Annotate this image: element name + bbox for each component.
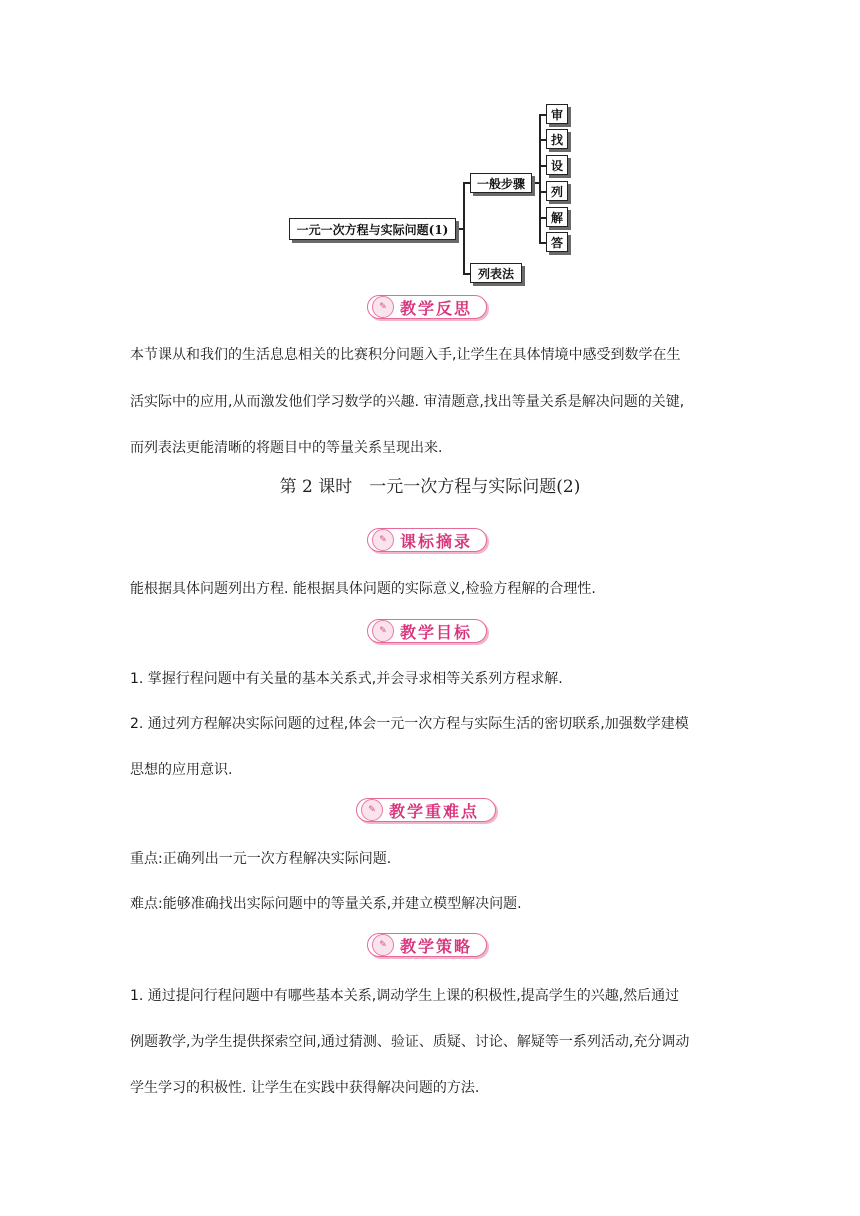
section-title: 教学策略 [400,936,473,956]
book-icon: ✎ [361,799,383,821]
step-node: 审 [546,104,568,124]
paragraph-line: 而列表法更能清晰的将题目中的等量关系呈现出来. [130,440,443,456]
step-node: 设 [546,155,568,175]
section-title: 教学重难点 [389,801,480,821]
connector-step-6 [539,242,546,244]
section-badge-strategy [367,933,487,957]
paragraph-line: 2. 通过列方程解决实际问题的过程,体会一元一次方程与实际生活的密切联系,加强数学建模 [130,716,689,732]
root-node: 一元一次方程与实际问题(1) [289,218,456,240]
book-icon: ✎ [372,529,394,551]
connector-step-2 [539,139,546,141]
section-badge-reflection [367,295,487,319]
section-title: 教学目标 [400,622,473,642]
book-icon: ✎ [372,934,394,956]
paragraph-line: 难点:能够准确找出实际问题中的等量关系,并建立模型解决问题. [130,896,522,912]
section-badge-curriculum [367,528,487,552]
connector-step-5 [539,217,546,219]
connector-table [463,273,470,275]
step-node: 列 [546,181,568,201]
paragraph-line: 学生学习的积极性. 让学生在实践中获得解决问题的方法. [130,1080,480,1096]
paragraph-line: 重点:正确列出一元一次方程解决实际问题. [130,851,392,867]
section-title: 教学反思 [400,298,473,318]
branch-general-steps: 一般步骤 [470,173,532,193]
paragraph-line: 1. 掌握行程问题中有关量的基本关系式,并会寻求相等关系列方程求解. [130,671,563,687]
book-icon: ✎ [372,296,394,318]
step-node: 答 [546,232,568,252]
paragraph-line: 思想的应用意识. [130,762,233,778]
book-icon: ✎ [372,620,394,642]
paragraph-line: 活实际中的应用,从而激发他们学习数学的兴趣. 审清题意,找出等量关系是解决问题的关键, [130,394,685,410]
section-badge-objectives [367,619,487,643]
connector-step-1 [539,114,546,116]
connector-step-4 [539,191,546,193]
connector-step-3 [539,165,546,167]
paragraph-line: 1. 通过提问行程问题中有哪些基本关系,调动学生上课的积极性,提高学生的兴趣,然后通过 [130,988,680,1004]
paragraph-line: 本节课从和我们的生活息息相关的比赛积分问题入手,让学生在具体情境中感受到数学在生 [130,347,681,363]
step-node: 解 [546,207,568,227]
connector-vertical-steps [539,114,541,243]
connector-vertical-main [463,182,465,274]
branch-table-method: 列表法 [470,263,522,283]
lesson-title: 第 2 课时 一元一次方程与实际问题(2) [279,477,581,497]
connector-steps [463,182,470,184]
step-node: 找 [546,129,568,149]
paragraph-line: 能根据具体问题列出方程. 能根据具体问题的实际意义,检验方程解的合理性. [130,581,596,597]
section-badge-key-points [356,798,496,822]
section-title: 课标摘录 [400,531,473,551]
paragraph-line: 例题教学,为学生提供探索空间,通过猜测、验证、质疑、讨论、解疑等一系列活动,充分调动 [130,1034,690,1050]
